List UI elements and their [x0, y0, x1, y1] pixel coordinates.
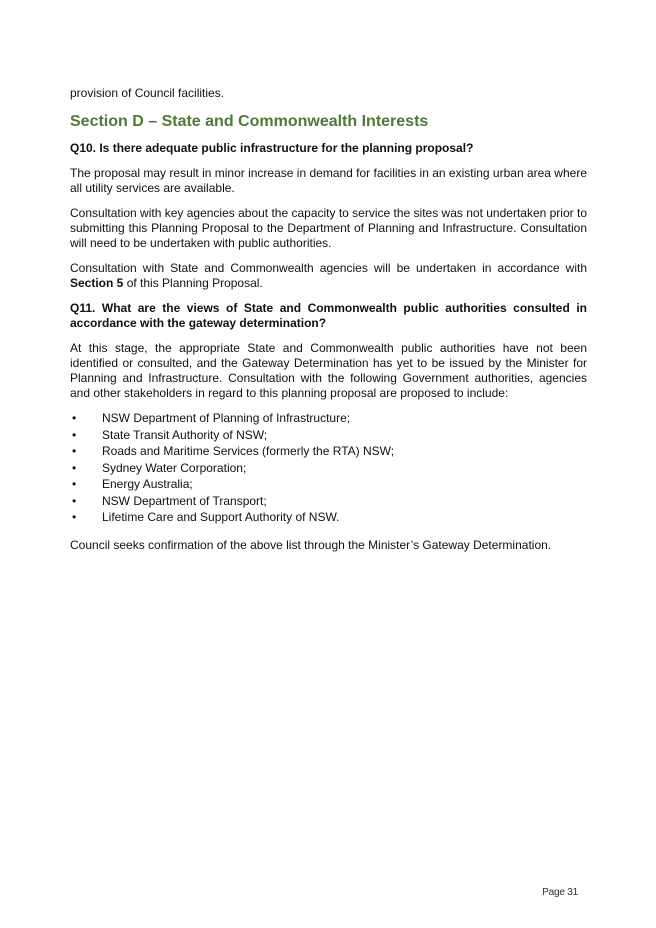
list-item [70, 411, 587, 426]
list-item-text: State Transit Authority of NSW; [102, 427, 268, 442]
q10-paragraph-2: Consultation with key agencies about the capacity to service the sites was not undertaken prior to submitting this Planning Proposal to the Department of Planning and Infrastructure. Consultation will need to be undertaken with public authorities. [70, 206, 587, 250]
list-item [70, 428, 587, 443]
stakeholder-list [70, 411, 587, 525]
q10-paragraph-3-tail: of this Planning Proposal. [123, 276, 263, 290]
bullet-icon: • [72, 493, 77, 508]
q11-paragraph-1: At this stage, the appropriate State and Commonwealth public authorities have not been identified or consulted, and the Gateway Determination has yet to be issued by the Minister for Planning and Infrastructure. Consultation with the following Government authorities, agencies and other stakeholders in regard to this planning proposal are proposed to include: [70, 341, 587, 400]
section-5-reference: Section 5 [70, 276, 124, 290]
list-item [70, 477, 587, 492]
list-item [70, 510, 587, 525]
list-item-text: Lifetime Care and Support Authority of NSW. [102, 510, 340, 524]
list-item-text: NSW Department of Transport; [102, 493, 267, 508]
bullet-icon: • [72, 510, 77, 524]
q11-heading: Q11. What are the views of State and Commonwealth public authorities consulted in accordance with the gateway determination? [70, 301, 587, 330]
bullet-icon: • [72, 444, 77, 458]
q10-paragraph-3 [70, 261, 587, 291]
list-item [70, 444, 587, 459]
list-item-text: Sydney Water Corporation; [102, 460, 247, 475]
continuation-text: provision of Council facilities. [70, 86, 225, 100]
page-number: Page 31 [542, 887, 578, 898]
bullet-icon: • [72, 427, 77, 442]
list-item [70, 494, 587, 509]
list-item-text: NSW Department of Planning of Infrastructure; [102, 411, 351, 425]
list-item [70, 461, 587, 476]
bullet-icon: • [72, 460, 77, 475]
q10-heading: Q10. Is there adequate public infrastructure for the planning proposal? [70, 141, 474, 155]
page-content [70, 86, 587, 553]
bullet-icon: • [72, 411, 77, 425]
q10-paragraph-3-text: Consultation with State and Commonwealth agencies will be undertaken in accordance with [70, 261, 587, 275]
q10-paragraph-1: The proposal may result in minor increase in demand for facilities in an existing urban area where all utility services are available. [70, 166, 587, 195]
bullet-icon: • [72, 477, 77, 491]
section-heading: Section D – State and Commonwealth Interests [70, 113, 429, 130]
list-item-text: Energy Australia; [102, 477, 193, 491]
closing-paragraph: Council seeks confirmation of the above list through the Minister’s Gateway Determination. [70, 538, 552, 552]
list-item-text: Roads and Maritime Services (formerly the RTA) NSW; [102, 444, 395, 458]
